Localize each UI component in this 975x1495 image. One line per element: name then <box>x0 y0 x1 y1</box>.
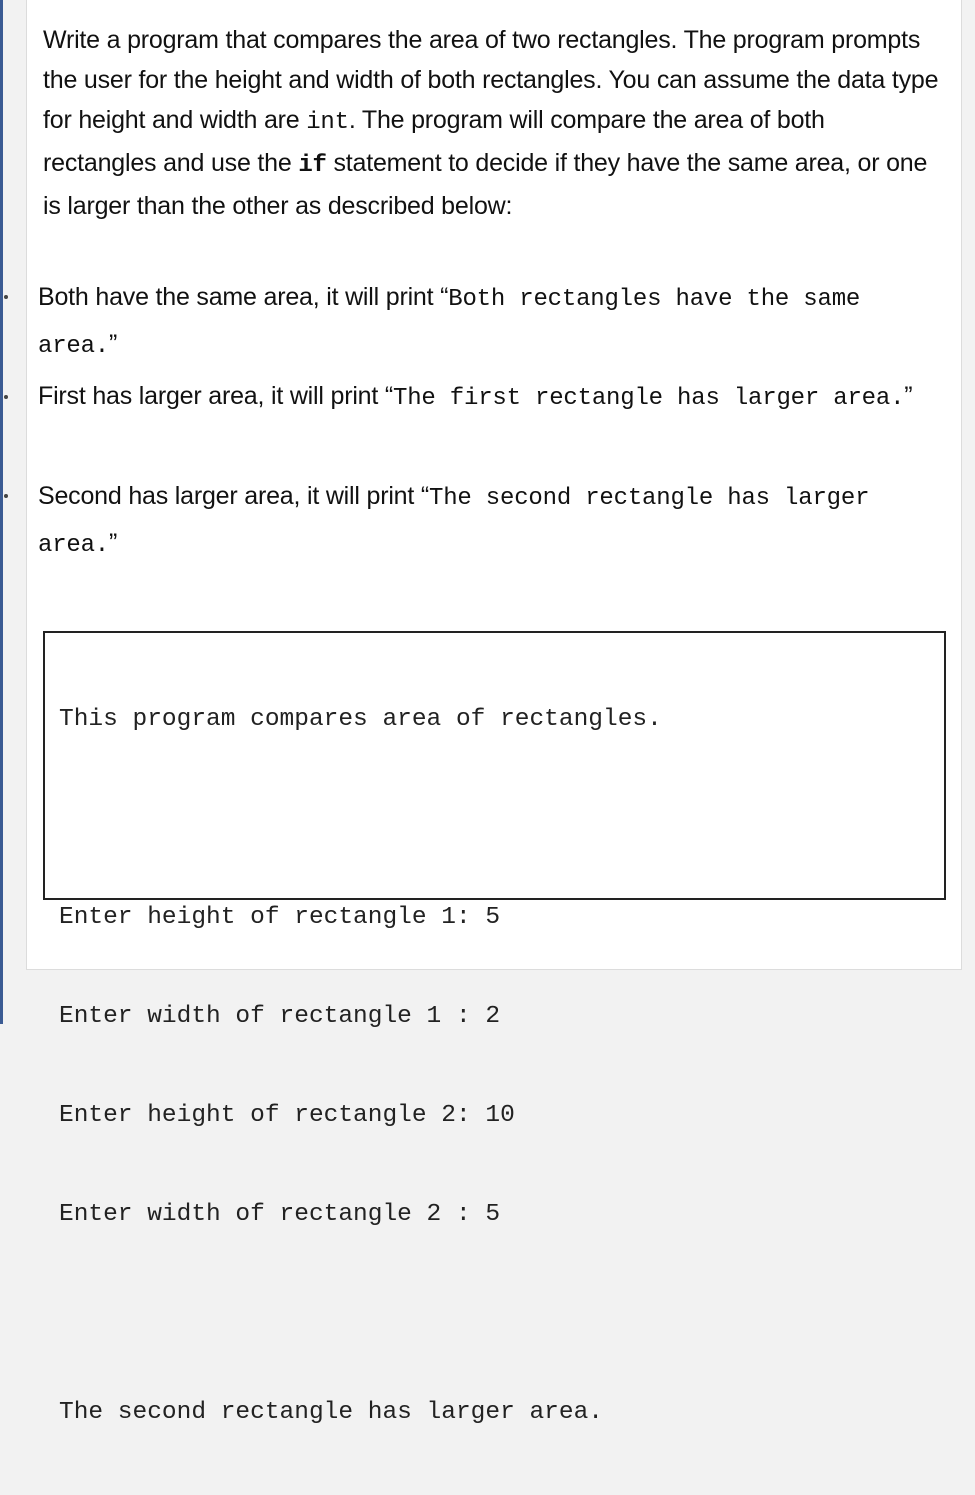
code-int: int <box>306 109 349 136</box>
intro-text-3: statement to decide if they have the same area, or one is larger than the other as described below: <box>43 149 928 220</box>
bullet-marker <box>4 395 8 399</box>
bullet-close-quote: ” <box>904 382 913 410</box>
left-border <box>0 0 3 1024</box>
bullet-same-area <box>38 275 948 369</box>
bullet-code: The first rectangle has larger area. <box>393 385 905 412</box>
bullet-marker <box>4 295 8 299</box>
code-if: if <box>298 152 327 179</box>
console-line: Enter height of rectangle 1: 5 <box>59 904 501 931</box>
console-line: This program compares area of rectangles. <box>59 706 662 733</box>
intro-text-1: Write a program that compares the area of two rectangles. The program prompts the user for the height and width of both rectangles. You can assume the data type for height and width are <box>43 26 939 134</box>
problem-description <box>43 20 943 226</box>
bullet-second-larger <box>38 474 948 568</box>
bullet-text: Second has larger area, it will print “ <box>38 482 429 510</box>
bullet-close-quote: ” <box>109 529 118 557</box>
bullet-text: First has larger area, it will print “ <box>38 382 393 410</box>
intro-text-2: . The program will compare the area of both rectangles and use the <box>43 106 825 177</box>
console-line: Enter width of rectangle 1 : 2 <box>59 1003 501 1030</box>
console-line: Enter height of rectangle 2: 10 <box>59 1102 515 1129</box>
bullet-code: The second rectangle has larger area. <box>38 485 870 559</box>
bullet-first-larger <box>38 374 948 421</box>
bullet-close-quote: ” <box>109 330 118 358</box>
console-line: The second rectangle has larger area. <box>59 1399 603 1426</box>
console-line: Enter width of rectangle 2 : 5 <box>59 1201 501 1228</box>
console-line <box>59 1297 944 1330</box>
console-line <box>59 802 944 835</box>
sample-output-console <box>43 631 946 1426</box>
bullet-code: Both rectangles have the same area. <box>38 286 861 360</box>
bullet-text: Both have the same area, it will print “ <box>38 283 449 311</box>
bullet-marker <box>4 494 8 498</box>
